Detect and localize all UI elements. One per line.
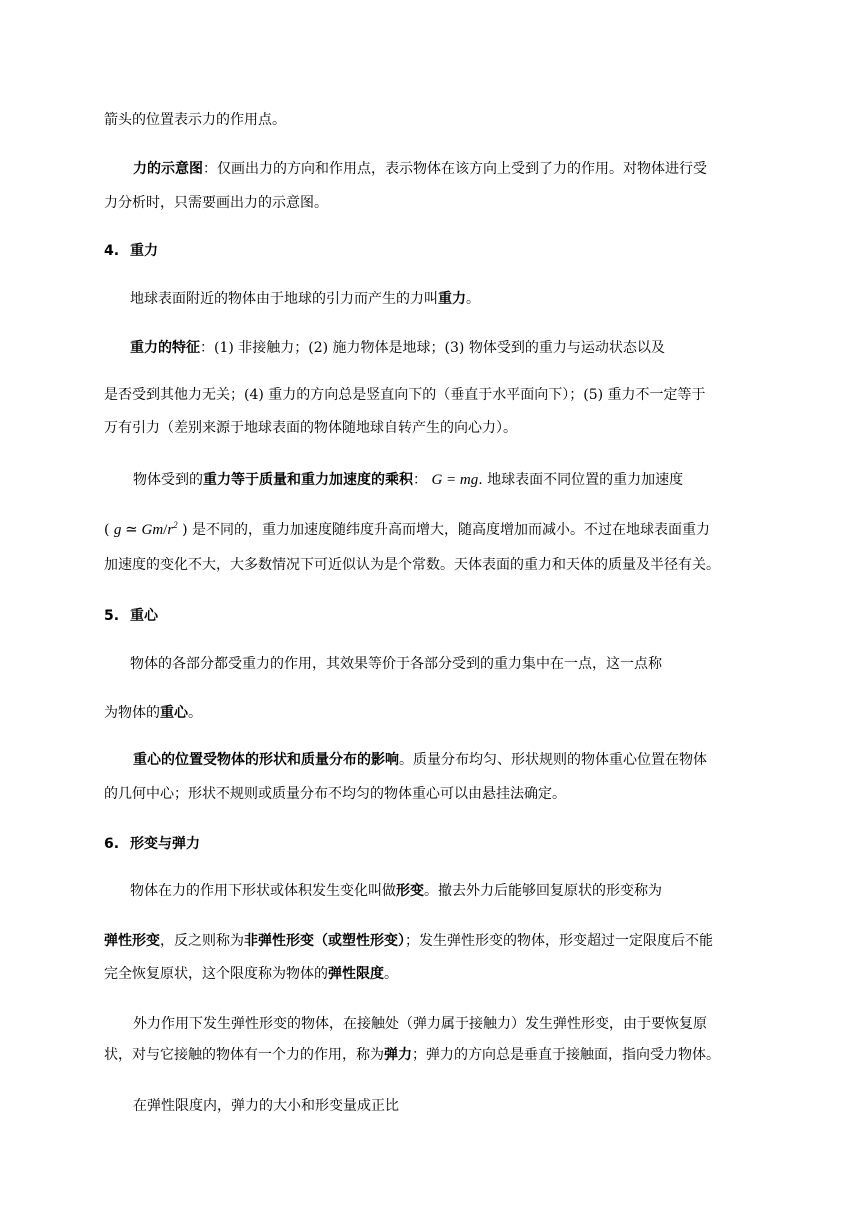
paragraph-line (104, 193, 328, 213)
section-title: 重力 (130, 243, 158, 259)
text: 力分析时，只需要画出力的示意图。 (104, 195, 328, 211)
term-bold: 弹力 (384, 1047, 412, 1063)
text: 。撤去外力后能够回复原状的形变称为 (424, 883, 662, 899)
text: 的几何中心；形状不规则或质量分布不均匀的物体重心可以由悬挂法确定。 (104, 786, 566, 802)
paragraph-line (104, 520, 710, 540)
text: ：(1) 非接触力；(2) 施力物体是地球；(3) 物体受到的重力与运动状态以及 (200, 340, 665, 356)
text: 物体的各部分都受重力的作用，其效果等价于各部分受到的重力集中在一点，这一点称 (130, 656, 662, 672)
formula-part: r (167, 522, 174, 538)
term-bold: 重心的位置受物体的形状和质量分布的影响 (133, 752, 399, 768)
section-title: 形变与弹力 (130, 836, 200, 852)
paragraph-line (104, 1045, 720, 1065)
term-bold: 力的示意图 (133, 161, 203, 177)
text: 在弹性限度内，弹力的大小和形变量成正比 (133, 1098, 399, 1114)
formula-exponent: 2 (173, 520, 178, 530)
paragraph-line (133, 1096, 399, 1116)
text: 。质量分布均匀、形状规则的物体重心位置在物体 (399, 752, 707, 768)
paragraph-line (104, 931, 713, 951)
text: . 地球表面不同位置的重力加速度 (478, 472, 684, 488)
section-title: 重心 (130, 608, 158, 624)
term-bold: 非弹性形变（或塑性形变） (244, 933, 405, 949)
text: ；发生弹性形变的物体，形变超过一定限度后不能 (405, 933, 713, 949)
text: ；弹力的方向总是垂直于接触面，指向受力物体。 (412, 1047, 720, 1063)
paragraph-line (104, 703, 202, 723)
term-bold: 弹性限度 (328, 966, 384, 982)
text: 物体在力的作用下形状或体积发生变化叫做 (130, 883, 396, 899)
paragraph-line (133, 470, 683, 490)
gravity-acceleration-formula: g ≃ $Gm/r^2$ (113, 520, 178, 538)
section-number: 6. (104, 836, 120, 852)
text: 是否受到其他力无关；(4) 重力的方向总是竖直向下的（垂直于水平面向下）；(5) 重力不一定等于 (104, 387, 706, 403)
paragraph-line (130, 881, 662, 901)
paragraph-line (133, 1014, 707, 1034)
text: ) (182, 522, 188, 538)
text: ：仅画出力的方向和作用点，表示物体在该方向上受到了力的作用。对物体进行受 (203, 161, 707, 177)
term-bold: 弹性形变 (104, 933, 160, 949)
term-bold: 重心 (160, 705, 188, 721)
section-heading-6 (104, 834, 200, 854)
paragraph-line (104, 964, 398, 984)
paragraph-line (104, 418, 517, 438)
term-bold: 形变 (396, 883, 424, 899)
section-number: 4. (104, 243, 120, 259)
text: 。 (384, 966, 398, 982)
section-heading-4 (104, 241, 158, 261)
paragraph-line (133, 750, 707, 770)
paragraph-line (104, 385, 706, 405)
text: ： (413, 472, 427, 488)
paragraph-line (130, 654, 662, 674)
term-bold: 重力等于质量和重力加速度的乘积 (203, 472, 413, 488)
text: 为物体的 (104, 705, 160, 721)
paragraph-line (104, 110, 286, 130)
text: 地球表面附近的物体由于地球的引力而产生的力叫 (130, 291, 438, 307)
text: 是不同的，重力加速度随纬度升高而增大，随高度增加而减小。不过在地球表面重力 (192, 522, 711, 538)
paragraph-line (130, 289, 480, 309)
paragraph-line (130, 338, 665, 358)
text: ，反之则称为 (160, 933, 244, 949)
term-bold: 重力 (438, 291, 466, 307)
text: 物体受到的 (133, 472, 203, 488)
text: 箭头的位置表示力的作用点。 (104, 112, 286, 128)
text: ( (104, 522, 110, 538)
formula-part: g ≃ Gm (113, 522, 164, 538)
section-heading-5 (104, 606, 158, 626)
text: 外力作用下发生弹性形变的物体，在接触处（弹力属于接触力）发生弹性形变，由于要恢复原 (133, 1016, 707, 1032)
paragraph-line (104, 784, 566, 804)
text: 加速度的变化不大，大多数情况下可近似认为是个常数。天体表面的重力和天体的质量及半径有关。 (104, 557, 720, 573)
section-number: 5. (104, 608, 120, 624)
paragraph-line (104, 555, 720, 575)
text: 状，对与它接触的物体有一个力的作用，称为 (104, 1047, 384, 1063)
text: 。 (466, 291, 480, 307)
text: 。 (188, 705, 202, 721)
paragraph-line (133, 159, 707, 179)
term-bold: 重力的特征 (130, 340, 200, 356)
text: 完全恢复原状，这个限度称为物体的 (104, 966, 328, 982)
gravity-formula: G = mg (431, 472, 479, 488)
text: 万有引力（差别来源于地球表面的物体随地球自转产生的向心力）。 (104, 420, 517, 436)
